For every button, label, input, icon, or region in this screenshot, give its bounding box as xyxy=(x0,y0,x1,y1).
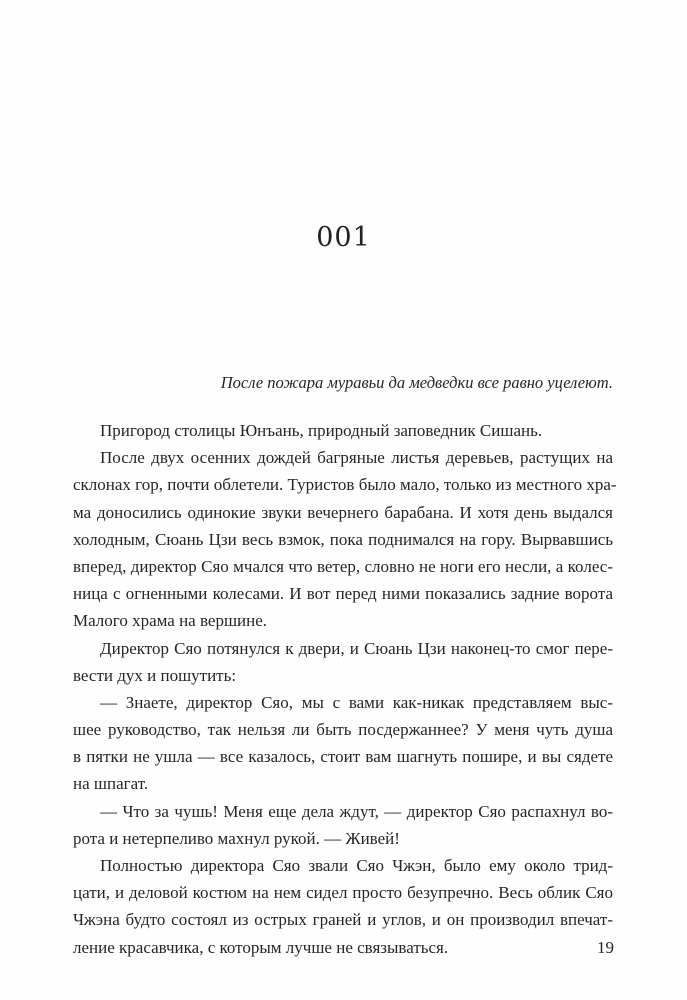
text-line: Чжэна будто состоял из острых граней и углов, и он производил впечат- xyxy=(73,910,613,930)
text-line: на шпагат. xyxy=(73,774,149,794)
text-line: После двух осенних дождей багряные листья деревьев, растущих на xyxy=(100,448,613,468)
text-line: холодным, Сюань Цзи весь взмок, пока поднимался на гору. Вырвавшись xyxy=(73,529,613,549)
text-line: Полностью директора Сяо звали Сяо Чжэн, было ему около трид- xyxy=(100,856,613,875)
text-line: вперед, директор Сяо мчался что ветер, словно не ноги его несли, а колес- xyxy=(73,556,613,576)
page-number: 19 xyxy=(597,938,614,957)
text-line: ма доносились одинокие звуки вечернего барабана. И хотя день выдался xyxy=(73,502,613,522)
text-line: шее руководство, так нельзя ли быть посдержаннее? У меня чуть душа xyxy=(73,720,613,740)
text-line: ница с огненными колесами. И вот перед ними показались задние ворота xyxy=(73,584,613,604)
chapter-number: 001 xyxy=(316,222,371,253)
text-line: Пригород столицы Юнъань, природный заповедник Сишань. xyxy=(100,421,543,440)
epigraph: После пожара муравьи да медведки все равно уцелеют. xyxy=(220,373,613,392)
text-line: — Знаете, директор Сяо, мы с вами как-никак представляем выс- xyxy=(100,692,613,712)
text-line: рота и нетерпеливо махнул рукой. — Живей! xyxy=(73,828,400,848)
text-line: цати, и деловой костюм на нем сидел просто безупречно. Весь облик Сяо xyxy=(73,883,613,903)
text-line: Малого храма на вершине. xyxy=(73,611,268,631)
text-line: — Что за чушь! Меня еще дела ждут, — директор Сяо распахнул во- xyxy=(100,801,613,821)
body-text xyxy=(73,417,617,961)
text-line: ление красавчика, с которым лучше не связываться. xyxy=(73,937,449,957)
text-line: Директор Сяо потянулся к двери, и Сюань Цзи наконец-то смог пере- xyxy=(100,638,613,658)
text-line: вести дух и пошутить: xyxy=(73,665,237,685)
text-line: в пятки не ушла — все казалось, стоит вам шагнуть пошире, и вы сядете xyxy=(73,747,613,767)
text-line: склонах гор, почти облетели. Туристов было мало, только из местного хра- xyxy=(73,475,617,495)
